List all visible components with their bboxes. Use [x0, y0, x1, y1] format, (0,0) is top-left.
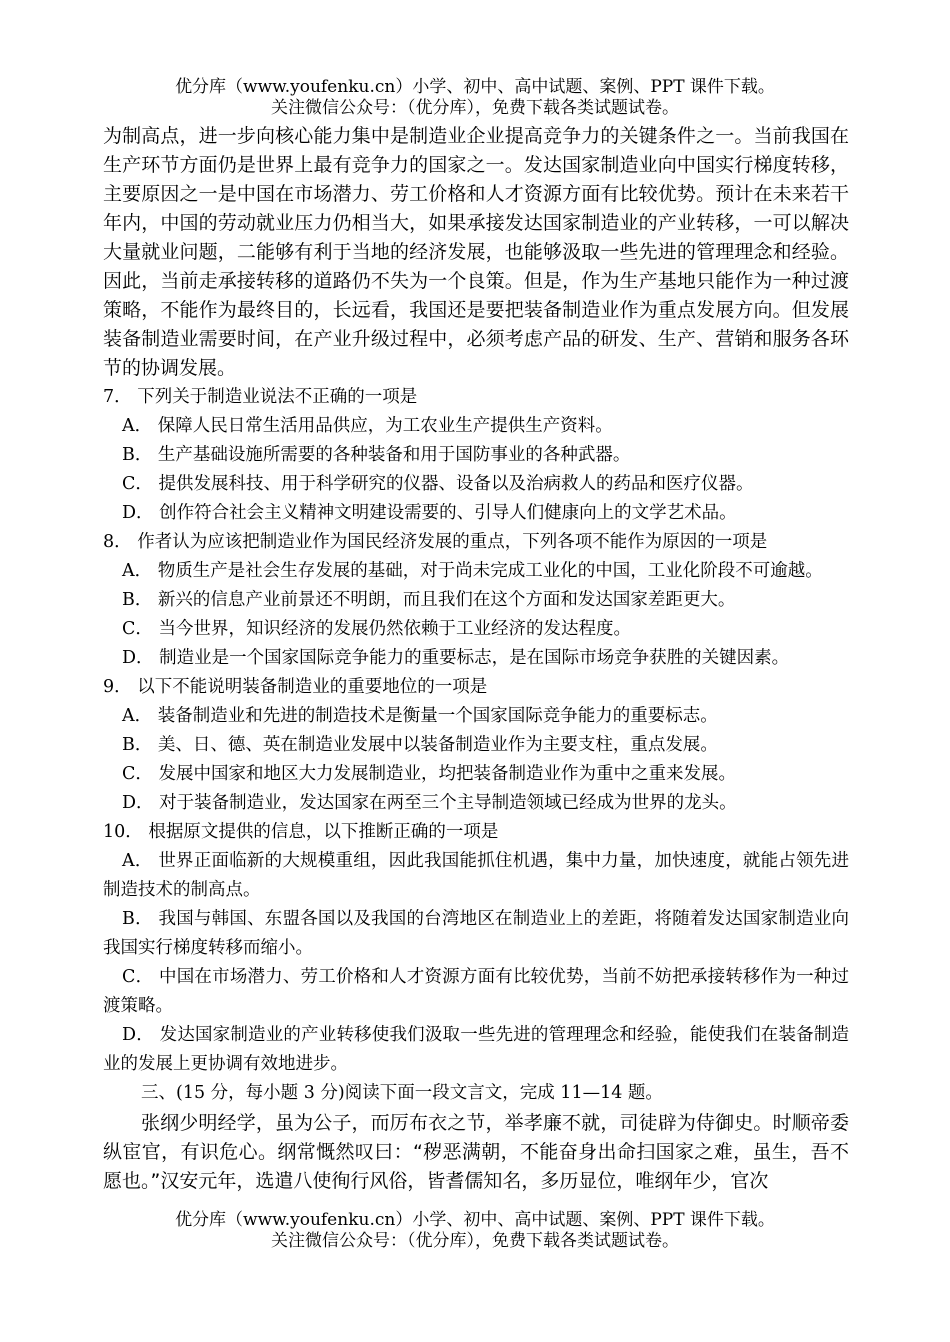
question-stem: 8． 作者认为应该把制造业作为国民经济发展的重点，下列各项不能作为原因的一项是 [103, 532, 768, 552]
question-stem: 9． 以下不能说明装备制造业的重要地位的一项是 [103, 677, 488, 697]
question-stem: 7． 下列关于制造业说法不正确的一项是 [103, 387, 418, 407]
option-a: A． 装备制造业和先进的制造技术是衡量一个国家国际竞争能力的重要标志。 [122, 706, 718, 726]
option-a: A． 世界正面临新的大规模重组，因此我国能抓住机遇，集中力量，加快速度，就能占领先进制造技术的制高点。 [103, 851, 849, 900]
option-d: D． 制造业是一个国家国际竞争能力的重要标志，是在国际市场竞争获胜的关键因素。 [122, 648, 790, 668]
option-c: C． 发展中国家和地区大力发展制造业，均把装备制造业作为重中之重来发展。 [122, 764, 736, 784]
option-c: C． 当今世界，知识经济的发展仍然依赖于工业经济的发达程度。 [122, 619, 631, 639]
option-d: D． 发达国家制造业的产业转移使我们汲取一些先进的管理理念和经验，能使我们在装备制造业的发展上更协调有效地进步。 [103, 1025, 849, 1074]
classical-chinese-passage: 张纲少明经学，虽为公子，而厉布衣之节，举孝廉不就，司徒辟为侍御史。时顺帝委纵宦官，有识危心。纲常慨然叹曰：“秽恶满朝，不能奋身出命扫国家之难，虽生，吾不愿也。”汉安元年，选遣八使徇行风俗，皆耆儒知名，多历显位，唯纲年少，官次 [103, 1112, 849, 1192]
header-line-1: 优分库（www.youfenku.cn）小学、初中、高中试题、案例、PPT 课件下载。 [175, 77, 775, 97]
question-7 [103, 383, 849, 528]
question-9 [103, 673, 849, 818]
header-line-2: 关注微信公众号：（优分库），免费下载各类试题试卷。 [271, 98, 679, 118]
question-10 [103, 818, 849, 1079]
reading-passage: 为制高点，进一步向核心能力集中是制造业企业提高竞争力的关键条件之一。当前我国在生产环节方面仍是世界上最有竞争力的国家之一。发达国家制造业向中国实行梯度转移，主要原因之一是中国在市场潜力、劳工价格和人才资源方面有比较优势。预计在未来若干年内，中国的劳动就业压力仍相当大，如果承接发达国家制造业的产业转移，一可以解决大量就业问题，二能够有利于当地的经济发展，也能够汲取一些先进的管理理念和经验。因此，当前走承接转移的道路仍不失为一个良策。但是，作为生产基地只能作为一种过渡策略，不能作为最终目的，长远看，我国还是要把装备制造业作为重点发展方向。但发展装备制造业需要时间，在产业升级过程中，必须考虑产品的研发、生产、营销和服务各环节的协调发展。 [103, 125, 849, 379]
option-b: B． 新兴的信息产业前景还不明朗，而且我们在这个方面和发达国家差距更大。 [122, 590, 736, 610]
page-content [103, 122, 849, 1196]
option-b: B． 美、日、德、英在制造业发展中以装备制造业作为主要支柱，重点发展。 [122, 735, 718, 755]
page-header [0, 77, 950, 119]
option-b: B． 我国与韩国、东盟各国以及我国的台湾地区在制造业上的差距，将随着发达国家制造业向我国实行梯度转移而缩小。 [103, 909, 849, 958]
option-c: C． 提供发展科技、用于科学研究的仪器、设备以及治病救人的药品和医疗仪器。 [122, 474, 754, 494]
option-a: A． 物质生产是社会生存发展的基础，对于尚未完成工业化的中国，工业化阶段不可逾越。 [122, 561, 823, 581]
option-b: B． 生产基础设施所需要的各种装备和用于国防事业的各种武器。 [122, 445, 631, 465]
footer-line-2: 关注微信公众号：（优分库），免费下载各类试题试卷。 [271, 1231, 679, 1251]
footer-line-1: 优分库（www.youfenku.cn）小学、初中、高中试题、案例、PPT 课件下载。 [175, 1210, 775, 1230]
option-c: C． 中国在市场潜力、劳工价格和人才资源方面有比较优势，当前不妨把承接转移作为一种过渡策略。 [103, 967, 849, 1016]
option-d: D． 对于装备制造业，发达国家在两至三个主导制造领域已经成为世界的龙头。 [122, 793, 737, 813]
page-footer [0, 1210, 950, 1252]
option-a: A． 保障人民日常生活用品供应，为工农业生产提供生产资料。 [122, 416, 613, 436]
question-8 [103, 528, 849, 673]
option-d: D． 创作符合社会主义精神文明建设需要的、引导人们健康向上的文学艺术品。 [122, 503, 737, 523]
question-stem: 10． 根据原文提供的信息，以下推断正确的一项是 [103, 822, 499, 842]
section-3-title: 三、(15 分，每小题 3 分)阅读下面一段文言文，完成 11—14 题。 [141, 1083, 663, 1103]
